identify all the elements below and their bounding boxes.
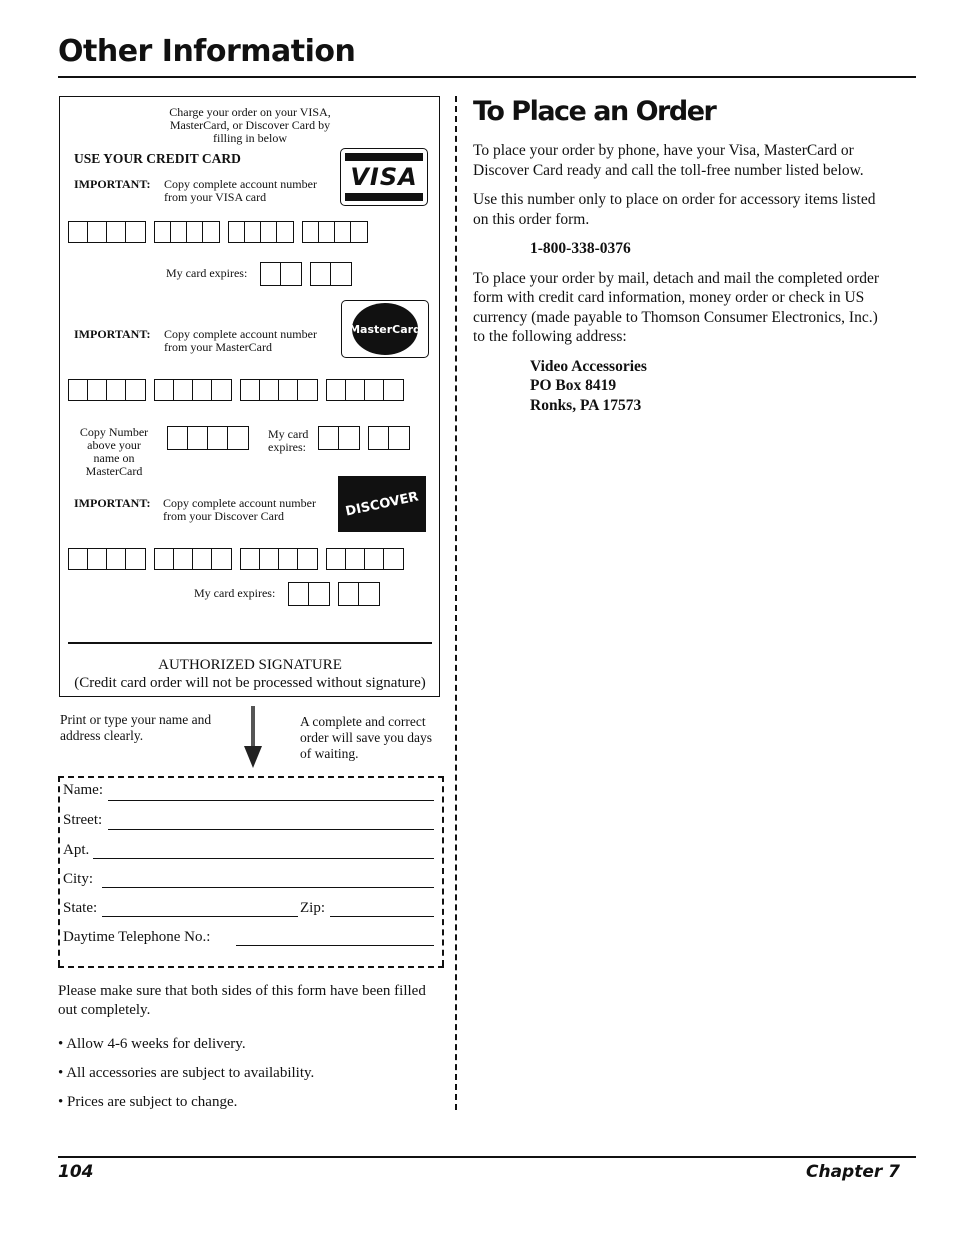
- address-form-border-top: [58, 776, 444, 778]
- zip-field[interactable]: [330, 916, 434, 917]
- mastercard-important-text: [164, 328, 317, 354]
- chapter-label: Chapter 7: [805, 1162, 900, 1182]
- visa-important-text: [164, 178, 317, 204]
- mastercard-copy-number-note: [74, 426, 154, 478]
- state-label: State:: [63, 900, 98, 916]
- complete-note-line: of waiting.: [300, 746, 359, 761]
- visa-important-line: from your VISA card: [164, 190, 267, 204]
- use-credit-card-heading: USE YOUR CREDIT CARD: [74, 151, 241, 166]
- order-notes-list: [58, 1030, 314, 1117]
- both-sides-note: Please make sure that both sides of this form have been filled out completely.: [58, 983, 426, 1018]
- name-label: Name:: [63, 782, 103, 798]
- discover-digit-group[interactable]: [68, 548, 146, 570]
- intro-line: Charge your order on your VISA,: [169, 105, 331, 119]
- expires-year-boxes[interactable]: [310, 262, 352, 286]
- toll-free-number: 1-800-338-0376: [530, 240, 631, 257]
- zip-label: Zip:: [300, 900, 325, 916]
- copy-number-line: MasterCard: [85, 464, 143, 478]
- mastercard-important-line: from your MasterCard: [164, 340, 272, 354]
- copy-number-line: name on: [93, 451, 135, 465]
- bullet-text: All accessories are subject to availability.: [66, 1065, 315, 1081]
- mastercard-digit-group[interactable]: [240, 379, 318, 401]
- bullet-item: • All accessories are subject to availability.: [58, 1065, 315, 1081]
- copy-number-line: Copy Number: [79, 425, 149, 439]
- cut-line: [455, 96, 457, 1110]
- mastercard-digit-group[interactable]: [154, 379, 232, 401]
- phone-order-paragraph: To place your order by phone, have your Visa, MasterCard or Discover Card ready and call the toll-free number listed below.: [473, 142, 864, 179]
- discover-expires-boxes[interactable]: [288, 582, 380, 606]
- address-form-border-left: [58, 776, 60, 966]
- discover-important-label: IMPORTANT:: [74, 496, 151, 510]
- address-line: Ronks, PA 17573: [530, 396, 642, 414]
- print-note-line: Print or type your name and: [60, 712, 212, 727]
- discover-digit-group[interactable]: [154, 548, 232, 570]
- visa-expires-boxes[interactable]: [260, 262, 352, 286]
- signature-label: AUTHORIZED SIGNATURE: [158, 657, 342, 673]
- visa-important-label: IMPORTANT:: [74, 177, 151, 191]
- copy-number-line: above your: [87, 438, 141, 452]
- mastercard-expires-boxes[interactable]: [318, 426, 410, 450]
- visa-logo-text: VISA: [350, 163, 418, 191]
- phone-field[interactable]: [236, 945, 434, 946]
- expires-month-boxes[interactable]: [260, 262, 302, 286]
- visa-account-number-boxes[interactable]: [68, 221, 368, 243]
- mail-order-paragraph: To place your order by mail, detach and mail the completed order form with credit card information, money order or check in US currency (made payable to Thomson Consumer Electronics, Inc.) to the following address:: [473, 269, 880, 345]
- mastercard-important-line: Copy complete account number: [164, 327, 317, 341]
- name-field[interactable]: [108, 800, 434, 801]
- place-order-heading: To Place an Order: [473, 96, 716, 127]
- place-order-section: [473, 96, 883, 425]
- address-form-border-right: [442, 776, 444, 966]
- visa-digit-group[interactable]: [302, 221, 368, 243]
- discover-digit-group[interactable]: [326, 548, 404, 570]
- city-field[interactable]: [102, 887, 434, 888]
- mastercard-account-number-boxes[interactable]: [68, 379, 404, 401]
- down-arrow-icon: [244, 706, 262, 768]
- discover-important-text: [163, 497, 316, 523]
- address-line: PO Box 8419: [530, 377, 617, 394]
- expires-month-boxes[interactable]: [288, 582, 330, 606]
- discover-digit-group[interactable]: [240, 548, 318, 570]
- address-form-border-bottom: [58, 966, 444, 968]
- complete-note-line: order will save you days: [300, 730, 432, 745]
- intro-line: filling in below: [213, 131, 287, 145]
- expires-label-line: expires:: [268, 440, 306, 454]
- copy-number-digit-group[interactable]: [167, 426, 249, 450]
- signature-note: (Credit card order will not be processed without signature): [74, 675, 426, 691]
- intro-line: MasterCard, or Discover Card by: [169, 118, 331, 132]
- visa-digit-group[interactable]: [228, 221, 294, 243]
- page-number: 104: [58, 1162, 94, 1182]
- footer-rule: [58, 1156, 916, 1158]
- print-clearly-note: [60, 712, 211, 744]
- state-field[interactable]: [102, 916, 298, 917]
- bullet-item: • Allow 4-6 weeks for delivery.: [58, 1036, 246, 1052]
- signature-block: [62, 656, 438, 692]
- bullet-text: Prices are subject to change.: [67, 1094, 238, 1110]
- bullet-text: Allow 4-6 weeks for delivery.: [66, 1036, 246, 1052]
- mastercard-expires-label: [268, 428, 308, 454]
- signature-line[interactable]: [68, 642, 432, 644]
- street-field[interactable]: [108, 829, 434, 830]
- expires-year-boxes[interactable]: [368, 426, 410, 450]
- mailing-address: [530, 357, 883, 416]
- visa-important-line: Copy complete account number: [164, 177, 317, 191]
- mastercard-logo: [341, 300, 429, 358]
- discover-account-number-boxes[interactable]: [68, 548, 404, 570]
- apt-label: Apt.: [63, 842, 90, 858]
- visa-expires-label: My card expires:: [166, 266, 248, 280]
- bullet-item: • Prices are subject to change.: [58, 1094, 238, 1110]
- discover-important-line: Copy complete account number: [163, 496, 316, 510]
- address-line: Video Accessories: [530, 357, 647, 375]
- city-label: City:: [63, 871, 94, 887]
- mastercard-important-label: IMPORTANT:: [74, 327, 151, 341]
- mastercard-digit-group[interactable]: [326, 379, 404, 401]
- expires-year-boxes[interactable]: [338, 582, 380, 606]
- apt-field[interactable]: [93, 858, 434, 859]
- discover-expires-label: My card expires:: [194, 586, 276, 600]
- complete-order-note: [300, 714, 432, 762]
- discover-important-line: from your Discover Card: [163, 509, 284, 523]
- visa-logo: [340, 148, 428, 206]
- mastercard-digit-group[interactable]: [68, 379, 146, 401]
- complete-note-line: A complete and correct: [300, 714, 426, 729]
- form-intro: [140, 106, 360, 145]
- visa-digit-group[interactable]: [154, 221, 220, 243]
- mastercard-logo-text: MasterCard: [349, 322, 421, 336]
- print-note-line: address clearly.: [60, 728, 144, 743]
- phone-label: Daytime Telephone No.:: [63, 929, 211, 945]
- mastercard-copy-number-boxes[interactable]: [167, 426, 249, 450]
- page-header-title: Other Information: [58, 34, 356, 69]
- expires-month-boxes[interactable]: [318, 426, 360, 450]
- number-usage-paragraph: Use this number only to place on order for accessory items listed on this order form.: [473, 191, 876, 228]
- street-label: Street:: [63, 812, 103, 828]
- header-rule: [58, 76, 916, 78]
- discover-logo-text: DISCOVER: [344, 488, 420, 520]
- discover-logo: [338, 476, 426, 532]
- visa-digit-group[interactable]: [68, 221, 146, 243]
- expires-label-line: My card: [268, 427, 309, 441]
